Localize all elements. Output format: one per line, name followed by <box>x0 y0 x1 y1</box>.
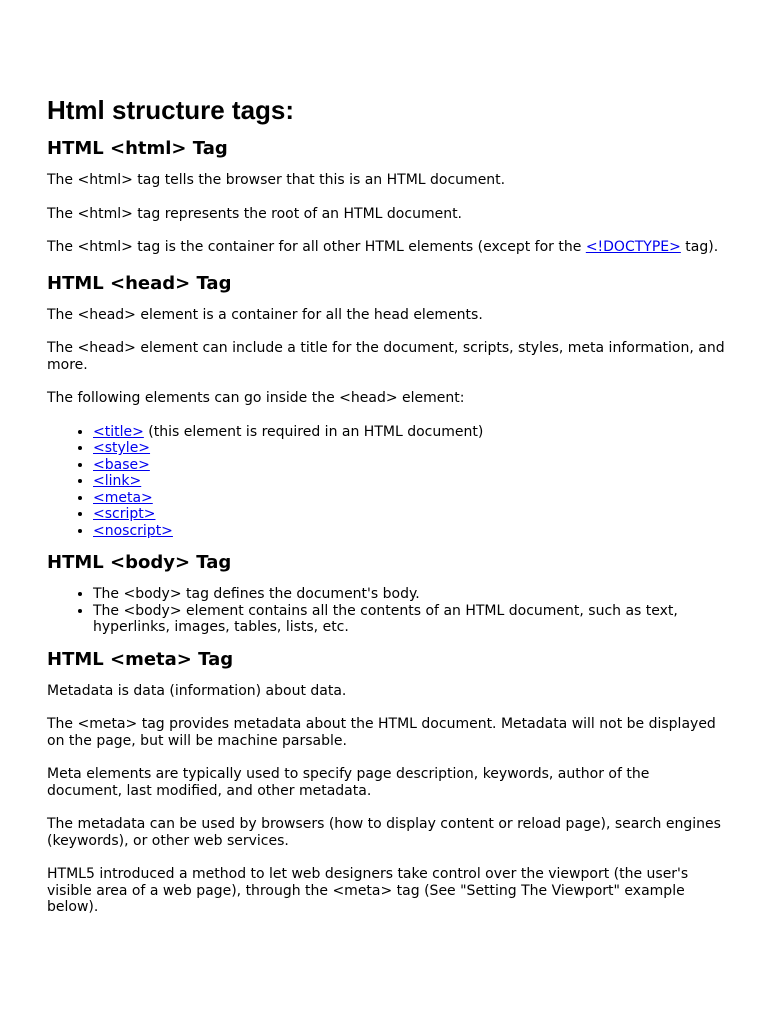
list-item-note: (this element is required in an HTML document) <box>143 423 484 440</box>
list-item <box>93 440 727 457</box>
list-item <box>93 424 727 441</box>
head-paragraph-1: The <head> element is a container for all the head elements. <box>47 306 483 323</box>
meta-tag-link[interactable]: <meta> <box>93 489 153 506</box>
head-paragraph-2: The <head> element can include a title for the document, scripts, styles, meta information, and more. <box>47 340 725 373</box>
noscript-tag-link[interactable]: <noscript> <box>93 522 173 539</box>
list-item <box>93 473 727 490</box>
list-item: • The <body> element contains all the contents of an HTML document, such as text, hyperlinks, images, tables, lists, etc. <box>93 603 727 636</box>
body-notes-list <box>47 586 727 636</box>
base-tag-link[interactable]: <base> <box>93 456 150 473</box>
title-tag-link[interactable]: <title> <box>93 423 144 440</box>
html-paragraph-3 <box>47 239 727 256</box>
list-item: • The <body> tag defines the document's body. <box>93 586 727 603</box>
link-tag-link[interactable]: <link> <box>93 473 142 489</box>
section-heading-body: HTML <body> Tag <box>47 552 232 573</box>
meta-paragraph-4: The metadata can be used by browsers (how to display content or reload page), search engines (keywords), or other web services. <box>47 816 721 849</box>
head-paragraph-3: The following elements can go inside the <head> element: <box>47 390 465 406</box>
html-paragraph-1: The <html> tag tells the browser that this is an HTML document. <box>47 172 506 188</box>
document-page <box>47 94 727 933</box>
html-paragraph-2: The <html> tag represents the root of an HTML document. <box>47 205 463 222</box>
list-item <box>93 490 727 507</box>
style-tag-link[interactable]: <style> <box>93 440 151 456</box>
meta-paragraph-1: Metadata is data (information) about data. <box>47 682 347 699</box>
doctype-link[interactable]: <!DOCTYPE> <box>585 239 681 255</box>
html-paragraph-3-text: The <html> tag is the container for all other HTML elements (except for the <box>47 239 586 255</box>
section-heading-html: HTML <html> Tag <box>47 138 228 159</box>
meta-paragraph-3: Meta elements are typically used to specify page description, keywords, author of the document, last modified, and other metadata. <box>47 766 650 799</box>
list-item <box>93 506 727 523</box>
meta-paragraph-2: The <meta> tag provides metadata about the HTML document. Metadata will not be displayed on the page, but will be machine parsable. <box>47 716 716 749</box>
page-title: Html structure tags: <box>47 95 295 125</box>
meta-paragraph-5: HTML5 introduced a method to let web designers take control over the viewport (the user's visible area of a web page), through the <meta> tag (See "Setting The Viewport" example below). <box>47 866 689 915</box>
html-paragraph-3-tail: tag). <box>680 239 719 255</box>
section-heading-head: HTML <head> Tag <box>47 272 232 294</box>
head-elements-list <box>47 424 727 540</box>
section-heading-meta: HTML <meta> Tag <box>47 648 234 670</box>
script-tag-link[interactable]: <script> <box>93 506 156 522</box>
list-item <box>93 457 727 474</box>
list-item <box>93 523 727 540</box>
